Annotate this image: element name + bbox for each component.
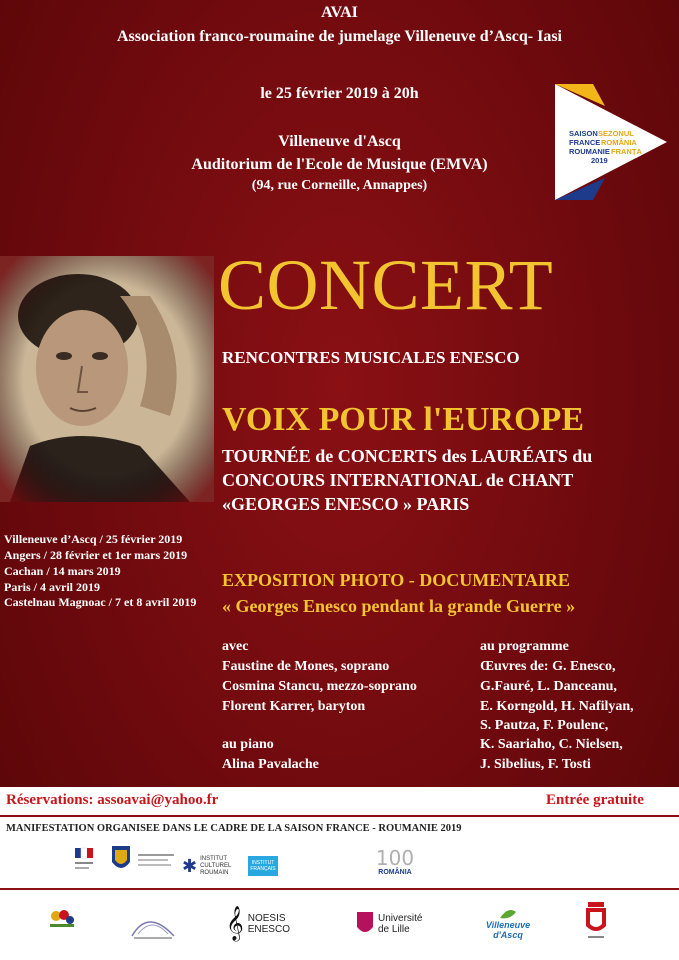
concert-city: Villeneuve d'Ascq: [278, 133, 401, 150]
pianist-name: Alina Pavalache: [222, 757, 319, 772]
icr-line: CULTUREL: [200, 862, 232, 869]
icr-line: ROUMAIN: [200, 869, 229, 876]
villeneuve-line: d'Ascq: [493, 930, 523, 940]
exposition-title: EXPOSITION PHOTO - DOCUMENTAIRE: [222, 570, 570, 590]
programme-line: E. Korngold, H. Nafilyan,: [480, 699, 634, 714]
institut-culturel-roumain-logo: [182, 852, 242, 880]
org-short-name: AVAI: [321, 4, 358, 21]
tour-line: TOURNÉE de CONCERTS des LAURÉATS du: [222, 446, 593, 466]
tour-date-item: Cachan / 14 mars 2019: [4, 564, 121, 578]
concert-date: le 25 février 2019 à 20h: [260, 85, 419, 102]
hundred-icon: 100: [375, 845, 415, 870]
saison-line3-b: FRANȚA: [611, 147, 642, 156]
treble-clef-icon: 𝄞: [226, 906, 244, 941]
villeneuve-dascq-logo: [482, 904, 534, 944]
star-icon: ✱: [182, 855, 198, 877]
icr-line: INSTITUT: [200, 855, 228, 862]
tour-line: «GEORGES ENESCO » PARIS: [222, 494, 470, 514]
programme-line: Œuvres de: G. Enesco,: [480, 659, 616, 674]
tour-date-item: Angers / 28 février et 1er mars 2019: [4, 548, 188, 562]
saison-year: 2019: [591, 156, 608, 165]
concert-venue: Auditorium de l'Ecole de Musique (EMVA): [191, 156, 488, 173]
univ-lille-line: de Lille: [378, 924, 410, 935]
institut-francais-logo: [248, 856, 278, 876]
music-school-logo: [128, 906, 178, 942]
french-republic-logo: [72, 846, 98, 876]
ministry-logo-text: [138, 850, 178, 870]
programme-label: au programme: [480, 639, 569, 654]
saison-line1-b: SEZONUL: [598, 129, 634, 138]
romania-100-label: ROMÂNIA: [378, 868, 412, 876]
org-full-name: Association franco-roumaine de jumelage Villeneuve d’Ascq- Iasi: [116, 28, 562, 45]
saison-line2-b: ROMÂNIA: [601, 138, 637, 147]
iasi-municipality-crest: [584, 900, 608, 942]
univ-lille-line: Université: [378, 913, 423, 924]
reservations-email[interactable]: Réservations: assoavai@yahoo.fr: [6, 792, 219, 808]
villeneuve-line: Villeneuve: [485, 920, 531, 930]
saison-line2-a: FRANCE: [569, 138, 601, 147]
singer-item: Cosmina Stancu, mezzo-soprano: [222, 679, 417, 694]
if-line: FRANÇAIS: [250, 866, 276, 872]
exposition-subtitle: « Georges Enesco pendant la grande Guerre »: [222, 596, 576, 616]
lille-shield-icon: [356, 911, 374, 937]
footer-divider: [0, 888, 679, 890]
singer-item: Florent Karrer, baryton: [222, 699, 366, 714]
concert-headline: VOIX POUR l'EUROPE: [222, 401, 584, 438]
romania-coat-of-arms-logo: [110, 844, 132, 874]
programme-line: J. Sibelius, F. Tosti: [480, 757, 591, 772]
saison-line1-a: SAISON: [569, 129, 598, 138]
tour-date-item: Paris / 4 avril 2019: [4, 580, 100, 594]
noesis-line: ENESCO: [247, 924, 290, 935]
programme-line: G.Fauré, L. Danceanu,: [480, 679, 617, 694]
venue-address: (94, rue Corneille, Annappes): [251, 178, 428, 193]
saison-france-roumanie-logo: [553, 80, 671, 204]
avec-label: avec: [222, 639, 249, 654]
concert-subtitle: RENCONTRES MUSICALES ENESCO: [222, 348, 520, 367]
tour-date-item: Castelnau Magnoac / 7 et 8 avril 2019: [4, 595, 197, 609]
enesco-portrait-photo: [0, 256, 214, 502]
tour-date-item: Villeneuve d’Ascq / 25 février 2019: [4, 532, 183, 546]
noesis-enesco-logo: [226, 906, 296, 942]
manifestation-note: MANIFESTATION ORGANISEE DANS LE CADRE DE LA SAISON FRANCE - ROUMANIE 2019: [6, 823, 462, 834]
footer-divider: [0, 815, 679, 817]
noesis-line: NOESIS: [247, 913, 286, 924]
programme-line: K. Saariaho, C. Nielsen,: [480, 737, 623, 752]
piano-label: au piano: [222, 737, 274, 752]
universite-de-lille-logo: [356, 910, 434, 938]
saison-line3-a: ROUMANIE: [569, 147, 610, 156]
concert-title: CONCERT: [218, 245, 554, 325]
free-entry-label: Entrée gratuite: [546, 792, 644, 808]
avai-logo: [48, 908, 76, 930]
programme-line: S. Pautza, F. Poulenc,: [480, 718, 609, 733]
romania-100-logo: [372, 843, 418, 879]
if-line: INSTITUT: [251, 860, 275, 866]
tour-line: CONCOURS INTERNATIONAL de CHANT: [222, 470, 574, 490]
singer-item: Faustine de Mones, soprano: [222, 659, 390, 674]
leaf-icon: [498, 908, 518, 920]
